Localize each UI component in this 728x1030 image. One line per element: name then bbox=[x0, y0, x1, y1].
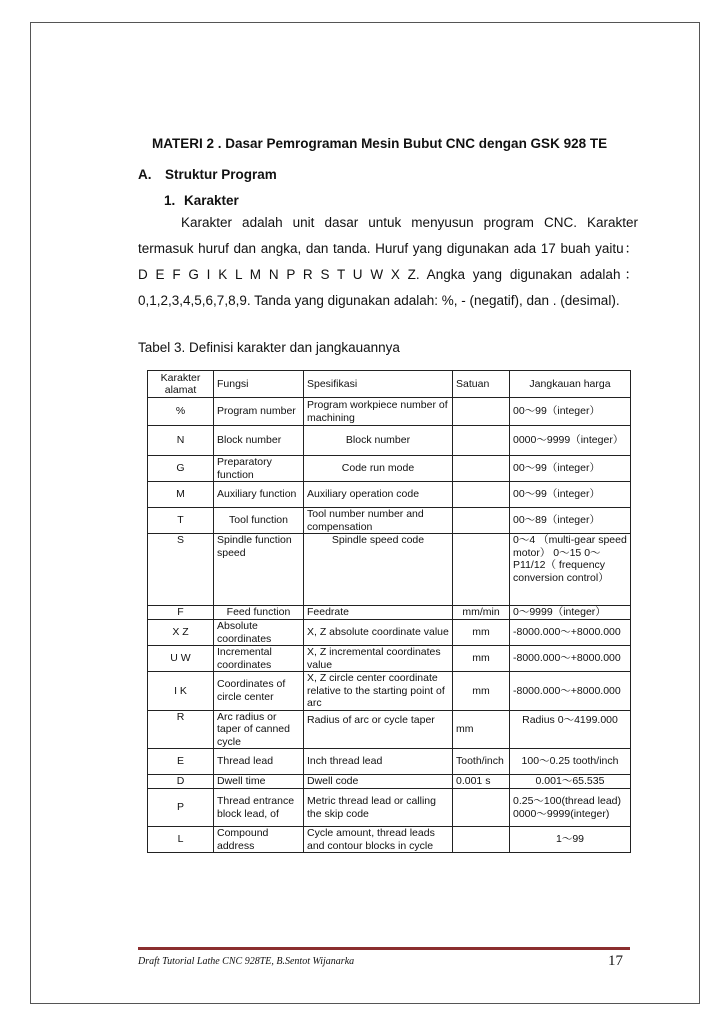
header-spesifikasi: Spesifikasi bbox=[304, 371, 453, 398]
cell-char: D bbox=[148, 775, 214, 789]
cell-unit: mm bbox=[453, 620, 510, 646]
cell-spec: Auxiliary operation code bbox=[304, 482, 453, 508]
cell-unit: mm bbox=[453, 710, 510, 749]
header-karakter: Karakter alamat bbox=[148, 371, 214, 398]
table-row bbox=[148, 827, 631, 853]
cell-func: Preparatory function bbox=[214, 456, 304, 482]
cell-char: X Z bbox=[148, 620, 214, 646]
footer-text: Draft Tutorial Lathe CNC 928TE, B.Sentot Wijanarka bbox=[138, 956, 355, 967]
cell-func: Dwell time bbox=[214, 775, 304, 789]
table-row bbox=[148, 672, 631, 711]
table-row bbox=[148, 456, 631, 482]
cell-spec: Radius of arc or cycle taper bbox=[304, 710, 453, 749]
cell-unit bbox=[453, 456, 510, 482]
cell-range: 00～99（integer） bbox=[510, 482, 631, 508]
table-row bbox=[148, 482, 631, 508]
cell-char: R bbox=[148, 710, 214, 749]
cell-char: S bbox=[148, 534, 214, 606]
paragraph-line: termasuk huruf dan angka, dan tanda. Huruf yang digunakan ada 17 buah yaitu： bbox=[138, 241, 638, 256]
table-row bbox=[148, 606, 631, 620]
cell-func: Compound address bbox=[214, 827, 304, 853]
cell-func: Coordinates of circle center bbox=[214, 672, 304, 711]
cell-char: T bbox=[148, 508, 214, 534]
cell-range: 0～4 （multi-gear speed motor） 0～15 0～P11/12（ frequency conversion control） bbox=[510, 534, 631, 606]
header-jangkauan: Jangkauan harga bbox=[510, 371, 631, 398]
cell-range: -8000.000～+8000.000 bbox=[510, 672, 631, 711]
section-heading-a bbox=[138, 167, 277, 182]
character-definition-table bbox=[147, 370, 631, 853]
cell-unit bbox=[453, 789, 510, 827]
cell-spec: X, Z incremental coordinates value bbox=[304, 646, 453, 672]
cell-unit: mm bbox=[453, 672, 510, 711]
cell-func: Absolute coordinates bbox=[214, 620, 304, 646]
cell-func: Thread lead bbox=[214, 749, 304, 775]
cell-range: -8000.000～+8000.000 bbox=[510, 646, 631, 672]
cell-unit bbox=[453, 482, 510, 508]
table-row bbox=[148, 426, 631, 456]
cell-func: Thread entrance block lead, of bbox=[214, 789, 304, 827]
cell-unit bbox=[453, 534, 510, 606]
paragraph-line: D E F G I K L M N P R S T U W X Z. Angka yang digunakan adalah： bbox=[138, 267, 638, 282]
cell-unit bbox=[453, 508, 510, 534]
cell-spec: X, Z circle center coordinate relative to the starting point of arc bbox=[304, 672, 453, 711]
cell-spec: X, Z absolute coordinate value bbox=[304, 620, 453, 646]
cell-range: 00～89（integer） bbox=[510, 508, 631, 534]
header-satuan: Satuan bbox=[453, 371, 510, 398]
cell-func: Tool function bbox=[214, 508, 304, 534]
cell-spec: Block number bbox=[304, 426, 453, 456]
cell-range: Radius 0～4199.000 bbox=[510, 710, 631, 749]
table-row bbox=[148, 398, 631, 426]
header-fungsi: Fungsi bbox=[214, 371, 304, 398]
table-header-row bbox=[148, 371, 631, 398]
page-number: 17 bbox=[608, 953, 623, 969]
page-title: MATERI 2 . Dasar Pemrograman Mesin Bubut CNC dengan GSK 928 TE bbox=[152, 136, 608, 151]
cell-func: Spindle function speed bbox=[214, 534, 304, 606]
cell-char: G bbox=[148, 456, 214, 482]
table-row bbox=[148, 710, 631, 749]
cell-char: I K bbox=[148, 672, 214, 711]
cell-char: M bbox=[148, 482, 214, 508]
cell-unit: mm/min bbox=[453, 606, 510, 620]
section-a-label: A. bbox=[138, 167, 152, 182]
cell-char: % bbox=[148, 398, 214, 426]
cell-unit bbox=[453, 827, 510, 853]
cell-spec: Metric thread lead or calling the skip code bbox=[304, 789, 453, 827]
cell-spec: Code run mode bbox=[304, 456, 453, 482]
cell-range: 0～9999（integer） bbox=[510, 606, 631, 620]
cell-func: Auxiliary function bbox=[214, 482, 304, 508]
cell-spec: Tool number number and compensation bbox=[304, 508, 453, 534]
cell-spec: Inch thread lead bbox=[304, 749, 453, 775]
table-row bbox=[148, 749, 631, 775]
cell-char: E bbox=[148, 749, 214, 775]
cell-spec: Spindle speed code bbox=[304, 534, 453, 606]
paragraph-line: Karakter adalah unit dasar untuk menyusun program CNC. Karakter bbox=[181, 215, 638, 230]
cell-range: 00～99（integer） bbox=[510, 398, 631, 426]
cell-spec: Dwell code bbox=[304, 775, 453, 789]
table-row bbox=[148, 620, 631, 646]
cell-range: -8000.000～+8000.000 bbox=[510, 620, 631, 646]
cell-func: Feed function bbox=[214, 606, 304, 620]
cell-char: N bbox=[148, 426, 214, 456]
cell-range: 0.25～100(thread lead) 0000～9999(integer) bbox=[510, 789, 631, 827]
cell-spec: Program workpiece number of machining bbox=[304, 398, 453, 426]
subsection-1-label: 1. bbox=[164, 193, 176, 208]
cell-spec: Feedrate bbox=[304, 606, 453, 620]
cell-func: Program number bbox=[214, 398, 304, 426]
subsection-1-title: Karakter bbox=[184, 193, 239, 208]
paragraph-line: 0,1,2,3,4,5,6,7,8,9. Tanda yang digunakan adalah: %, - (negatif), dan . (desimal). bbox=[138, 293, 620, 308]
cell-unit bbox=[453, 398, 510, 426]
cell-range: 100～0.25 tooth/inch bbox=[510, 749, 631, 775]
cell-range: 00～99（integer） bbox=[510, 456, 631, 482]
footer-rule bbox=[138, 947, 630, 950]
cell-char: F bbox=[148, 606, 214, 620]
body-paragraph bbox=[138, 210, 638, 314]
table-caption: Tabel 3. Definisi karakter dan jangkauannya bbox=[138, 340, 400, 355]
cell-func: Block number bbox=[214, 426, 304, 456]
table-row bbox=[148, 646, 631, 672]
cell-unit: 0.001 s bbox=[453, 775, 510, 789]
table-row bbox=[148, 534, 631, 606]
section-a-title: Struktur Program bbox=[165, 167, 277, 182]
cell-func: Arc radius or taper of canned cycle bbox=[214, 710, 304, 749]
cell-char: U W bbox=[148, 646, 214, 672]
cell-func: Incremental coordinates bbox=[214, 646, 304, 672]
cell-char: L bbox=[148, 827, 214, 853]
cell-range: 1～99 bbox=[510, 827, 631, 853]
cell-range: 0.001～65.535 bbox=[510, 775, 631, 789]
cell-unit: Tooth/inch bbox=[453, 749, 510, 775]
table-row bbox=[148, 789, 631, 827]
cell-spec: Cycle amount, thread leads and contour blocks in cycle bbox=[304, 827, 453, 853]
table-row bbox=[148, 775, 631, 789]
table-row bbox=[148, 508, 631, 534]
subsection-heading-1 bbox=[164, 193, 239, 208]
cell-unit bbox=[453, 426, 510, 456]
cell-char: P bbox=[148, 789, 214, 827]
cell-range: 0000～9999（integer） bbox=[510, 426, 631, 456]
cell-unit: mm bbox=[453, 646, 510, 672]
